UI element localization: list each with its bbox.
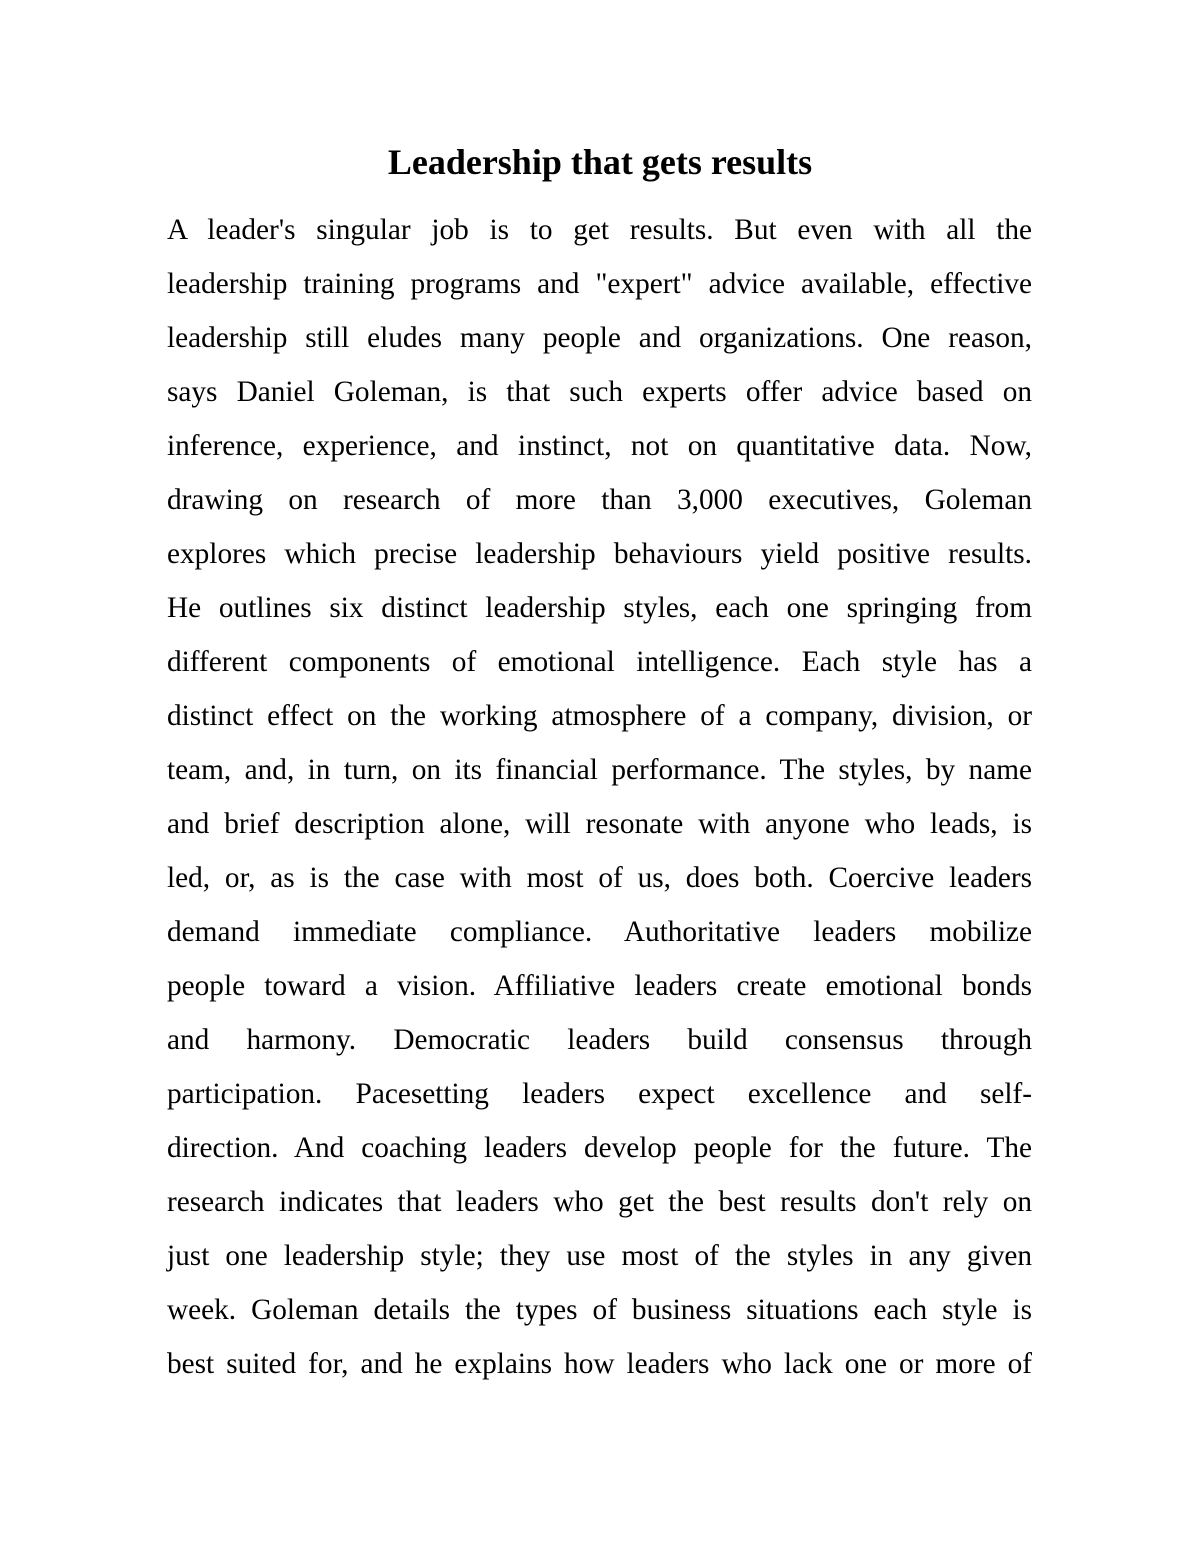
- body-line: drawing on research of more than 3,000 executives, Goleman: [167, 484, 1032, 516]
- document-body: [167, 203, 1032, 1391]
- body-line: different components of emotional intelligence. Each style has a: [167, 646, 1032, 678]
- body-line: direction. And coaching leaders develop people for the future. The: [167, 1132, 1032, 1164]
- body-line: just one leadership style; they use most of the styles in any given: [167, 1240, 1032, 1272]
- body-line: and harmony. Democratic leaders build consensus through: [167, 1024, 1032, 1056]
- document-title: Leadership that gets results: [387, 142, 813, 182]
- body-line: He outlines six distinct leadership styles, each one springing from: [167, 592, 1032, 624]
- body-line: team, and, in turn, on its financial performance. The styles, by name: [167, 754, 1032, 786]
- body-line: week. Goleman details the types of business situations each style is: [167, 1294, 1032, 1326]
- body-line: inference, experience, and instinct, not on quantitative data. Now,: [167, 430, 1032, 462]
- body-line: and brief description alone, will resonate with anyone who leads, is: [167, 808, 1032, 840]
- body-line: people toward a vision. Affiliative leaders create emotional bonds: [167, 970, 1032, 1002]
- body-line: A leader's singular job is to get results. But even with all the: [167, 214, 1032, 246]
- body-line: research indicates that leaders who get the best results don't rely on: [167, 1186, 1032, 1218]
- body-line: leadership still eludes many people and organizations. One reason,: [167, 322, 1032, 354]
- body-line: participation. Pacesetting leaders expect excellence and self-: [167, 1078, 1032, 1110]
- body-line: best suited for, and he explains how leaders who lack one or more of: [167, 1348, 1032, 1380]
- body-line: leadership training programs and "expert" advice available, effective: [167, 268, 1032, 300]
- body-line: demand immediate compliance. Authoritative leaders mobilize: [167, 916, 1032, 948]
- body-line: distinct effect on the working atmosphere of a company, division, or: [167, 700, 1032, 732]
- body-line: says Daniel Goleman, is that such experts offer advice based on: [167, 376, 1032, 408]
- body-line: led, or, as is the case with most of us, does both. Coercive leaders: [167, 862, 1032, 894]
- body-line: explores which precise leadership behaviours yield positive results.: [167, 538, 1032, 570]
